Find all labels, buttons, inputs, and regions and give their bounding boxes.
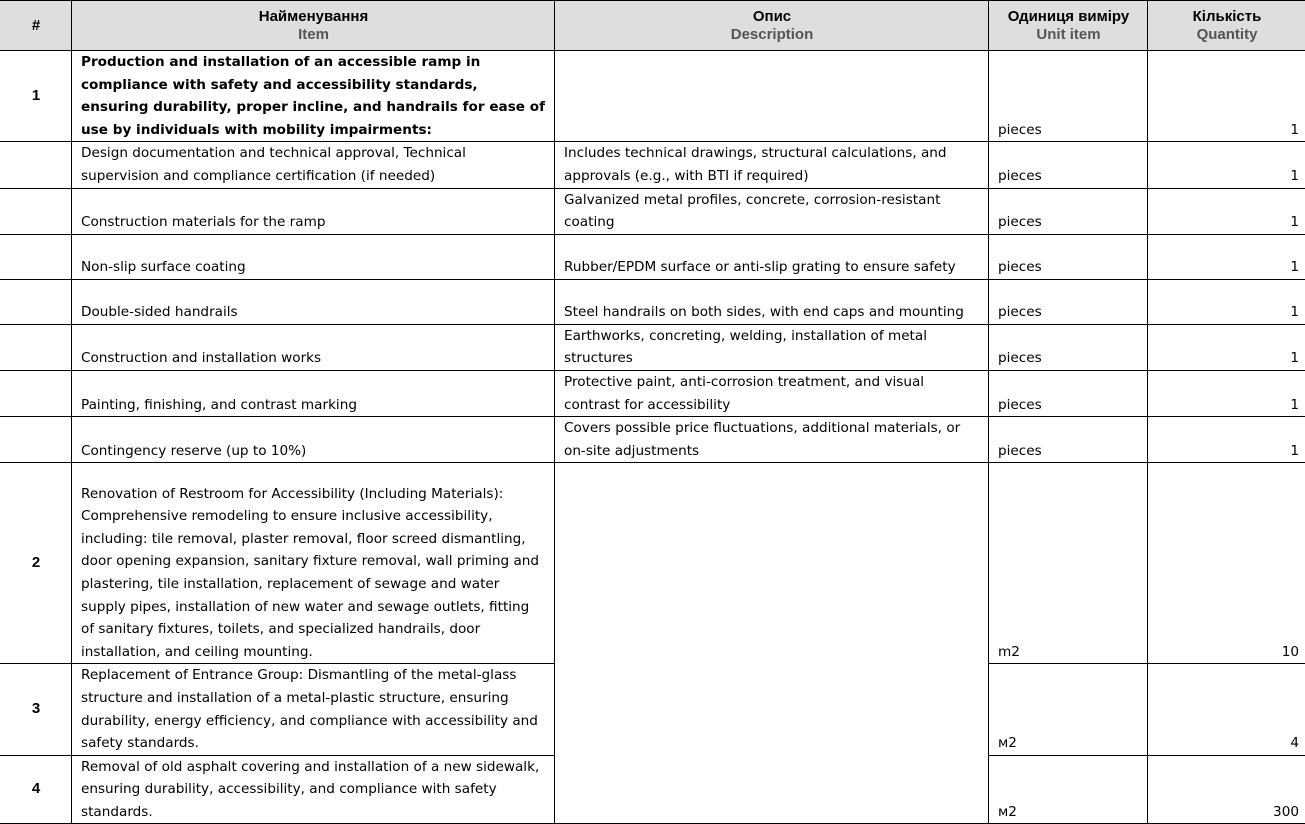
description-cell: Galvanized metal profiles, concrete, corrosion-resistant coating: [555, 188, 989, 234]
table-row: [0, 279, 1305, 324]
quantity-cell: 1: [1148, 417, 1305, 463]
row-number: 3: [0, 664, 72, 755]
description-cell-merged: [555, 463, 989, 824]
description-cell: Protective paint, anti-corrosion treatment, and visual contrast for accessibility: [555, 370, 989, 416]
quantity-cell: 1: [1148, 51, 1305, 142]
item-cell: Construction materials for the ramp: [72, 188, 555, 234]
row-number: [0, 142, 72, 188]
row-number: [0, 370, 72, 416]
item-cell: Painting, finishing, and contrast marking: [72, 370, 555, 416]
row-number: [0, 234, 72, 279]
quantity-cell: 1: [1148, 279, 1305, 324]
table-row: [0, 324, 1305, 370]
item-cell: Renovation of Restroom for Accessibility (Including Materials): Comprehensive remodeling to ensure inclusive accessibility, including: tile removal, plaster removal, floor screed dismantling, door opening expansion, sanitary fixture removal, wall priming and plastering, tile installation, replacement of sewage and water supply pipes, installation of new water and sewage outlets, fitting of sanitary fixtures, toilets, and specialized handrails, door installation, and ceiling mounting.: [72, 463, 555, 664]
table-row: [0, 370, 1305, 416]
description-cell: [555, 51, 989, 142]
item-cell: Double-sided handrails: [72, 279, 555, 324]
table-row: [0, 188, 1305, 234]
quantity-cell: 1: [1148, 324, 1305, 370]
item-cell: Production and installation of an accessible ramp in compliance with safety and accessibility standards, ensuring durability, proper incline, and handrails for ease of use by individuals with mobility impairments:: [72, 51, 555, 142]
row-number: [0, 188, 72, 234]
quantity-cell: 4: [1148, 664, 1305, 755]
table-row: [0, 234, 1305, 279]
unit-cell: pieces: [989, 279, 1148, 324]
description-cell: Earthworks, concreting, welding, installation of metal structures: [555, 324, 989, 370]
header-item: Найменування Item: [72, 1, 555, 51]
table-row: [0, 417, 1305, 463]
unit-cell: pieces: [989, 370, 1148, 416]
header-num: #: [0, 1, 72, 51]
item-cell: Non-slip surface coating: [72, 234, 555, 279]
unit-cell: м2: [989, 664, 1148, 755]
unit-cell: pieces: [989, 142, 1148, 188]
quantity-cell: 1: [1148, 188, 1305, 234]
item-cell: Replacement of Entrance Group: Dismantling of the metal-glass structure and installation of a metal-plastic structure, ensuring durability, energy efficiency, and compliance with accessibility and safety standards.: [72, 664, 555, 755]
header-unit: Одиниця виміру Unit item: [989, 1, 1148, 51]
quantity-cell: 1: [1148, 234, 1305, 279]
row-number: 1: [0, 51, 72, 142]
quantity-cell: 300: [1148, 755, 1305, 824]
header-description: Опис Description: [555, 1, 989, 51]
row-number: [0, 324, 72, 370]
header-quantity: Кількість Quantity: [1148, 1, 1305, 51]
item-cell: Contingency reserve (up to 10%): [72, 417, 555, 463]
row-number: 4: [0, 755, 72, 824]
header-row: [0, 1, 1305, 51]
unit-cell: m2: [989, 463, 1148, 664]
table-row: [0, 142, 1305, 188]
table-row: [0, 51, 1305, 142]
unit-cell: pieces: [989, 51, 1148, 142]
description-cell: Steel handrails on both sides, with end caps and mounting: [555, 279, 989, 324]
description-cell: Covers possible price fluctuations, additional materials, or on-site adjustments: [555, 417, 989, 463]
item-cell: Design documentation and technical approval, Technical supervision and compliance certification (if needed): [72, 142, 555, 188]
quantity-cell: 1: [1148, 370, 1305, 416]
item-cell: Removal of old asphalt covering and installation of a new sidewalk, ensuring durability, accessibility, and compliance with safety standards.: [72, 755, 555, 824]
item-cell: Construction and installation works: [72, 324, 555, 370]
unit-cell: pieces: [989, 234, 1148, 279]
row-number: [0, 279, 72, 324]
unit-cell: pieces: [989, 324, 1148, 370]
description-cell: Includes technical drawings, structural calculations, and approvals (e.g., with BTI if required): [555, 142, 989, 188]
description-cell: Rubber/EPDM surface or anti-slip grating to ensure safety: [555, 234, 989, 279]
row-number: 2: [0, 463, 72, 664]
unit-cell: pieces: [989, 417, 1148, 463]
unit-cell: м2: [989, 755, 1148, 824]
unit-cell: pieces: [989, 188, 1148, 234]
row-number: [0, 417, 72, 463]
quantity-cell: 1: [1148, 142, 1305, 188]
table-row: [0, 463, 1305, 664]
quantity-cell: 10: [1148, 463, 1305, 664]
